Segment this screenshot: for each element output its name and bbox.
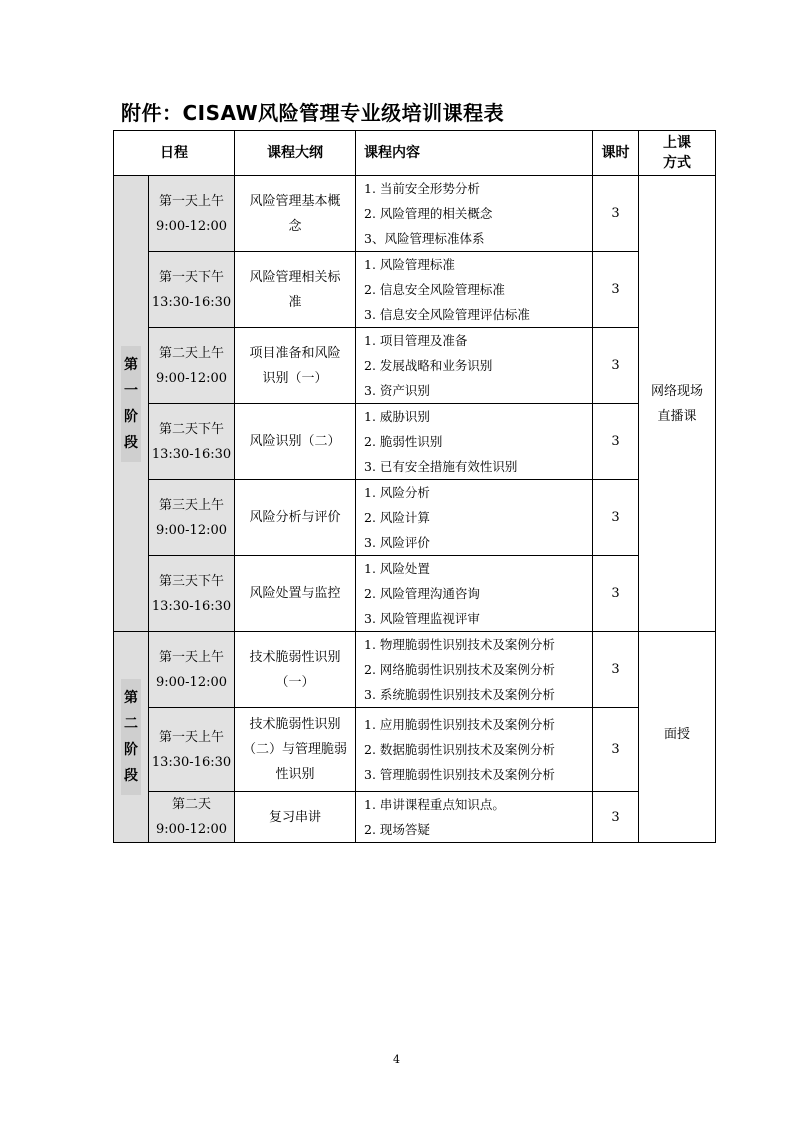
session-time: 第一天上午 13:30-16:30 [149,708,235,792]
course-schedule-table [113,130,716,843]
table-row [114,328,716,404]
stage-1-label: 第 一 阶 段 [114,176,149,632]
table-row [114,632,716,708]
session-content: 1. 当前安全形势分析 2. 风险管理的相关概念 3、风险管理标准体系 [356,176,593,252]
header-mode: 上课 方式 [639,131,716,176]
header-schedule: 日程 [114,131,235,176]
table-row [114,176,716,252]
session-time: 第一天上午 9:00-12:00 [149,176,235,252]
stage-2-mode: 面授 [639,632,716,843]
session-hours: 3 [593,792,639,843]
session-outline: 风险管理相关标 准 [235,252,356,328]
header-content: 课程内容 [356,131,593,176]
session-outline: 风险管理基本概 念 [235,176,356,252]
session-outline: 技术脆弱性识别 （一） [235,632,356,708]
session-outline: 复习串讲 [235,792,356,843]
session-hours: 3 [593,252,639,328]
session-content: 1. 应用脆弱性识别技术及案例分析 2. 数据脆弱性识别技术及案例分析 3. 管理脆弱性识别技术及案例分析 [356,708,593,792]
table-row [114,708,716,792]
header-outline: 课程大纲 [235,131,356,176]
table-row [114,792,716,843]
session-hours: 3 [593,404,639,480]
table-row [114,556,716,632]
session-time: 第三天下午 13:30-16:30 [149,556,235,632]
session-outline: 风险分析与评价 [235,480,356,556]
session-time: 第三天上午 9:00-12:00 [149,480,235,556]
session-content: 1. 串讲课程重点知识点。 2. 现场答疑 [356,792,593,843]
session-content: 1. 风险处置 2. 风险管理沟通咨询 3. 风险管理监视评审 [356,556,593,632]
session-outline: 技术脆弱性识别 （二）与管理脆弱 性识别 [235,708,356,792]
session-content: 1. 项目管理及准备 2. 发展战略和业务识别 3. 资产识别 [356,328,593,404]
session-time: 第二天上午 9:00-12:00 [149,328,235,404]
header-hours: 课时 [593,131,639,176]
table-row [114,480,716,556]
session-outline: 风险处置与监控 [235,556,356,632]
table-row [114,404,716,480]
session-time: 第一天下午 13:30-16:30 [149,252,235,328]
session-content: 1. 风险管理标准 2. 信息安全风险管理标准 3. 信息安全风险管理评估标准 [356,252,593,328]
session-content: 1. 物理脆弱性识别技术及案例分析 2. 网络脆弱性识别技术及案例分析 3. 系统脆弱性识别技术及案例分析 [356,632,593,708]
stage-1-mode: 网络现场 直播课 [639,176,716,632]
session-time: 第一天上午 9:00-12:00 [149,632,235,708]
table-header-row [114,131,716,176]
session-content: 1. 风险分析 2. 风险计算 3. 风险评价 [356,480,593,556]
stage-2-label: 第 二 阶 段 [114,632,149,843]
session-time: 第二天 9:00-12:00 [149,792,235,843]
session-time: 第二天下午 13:30-16:30 [149,404,235,480]
session-hours: 3 [593,556,639,632]
session-outline: 风险识别（二） [235,404,356,480]
session-hours: 3 [593,176,639,252]
session-outline: 项目准备和风险 识别（一） [235,328,356,404]
page-number: 4 [393,1053,400,1066]
session-content: 1. 威胁识别 2. 脆弱性识别 3. 已有安全措施有效性识别 [356,404,593,480]
document-title: 附件：CISAW风险管理专业级培训课程表 [121,101,505,125]
session-hours: 3 [593,480,639,556]
session-hours: 3 [593,328,639,404]
session-hours: 3 [593,708,639,792]
session-hours: 3 [593,632,639,708]
table-row [114,252,716,328]
